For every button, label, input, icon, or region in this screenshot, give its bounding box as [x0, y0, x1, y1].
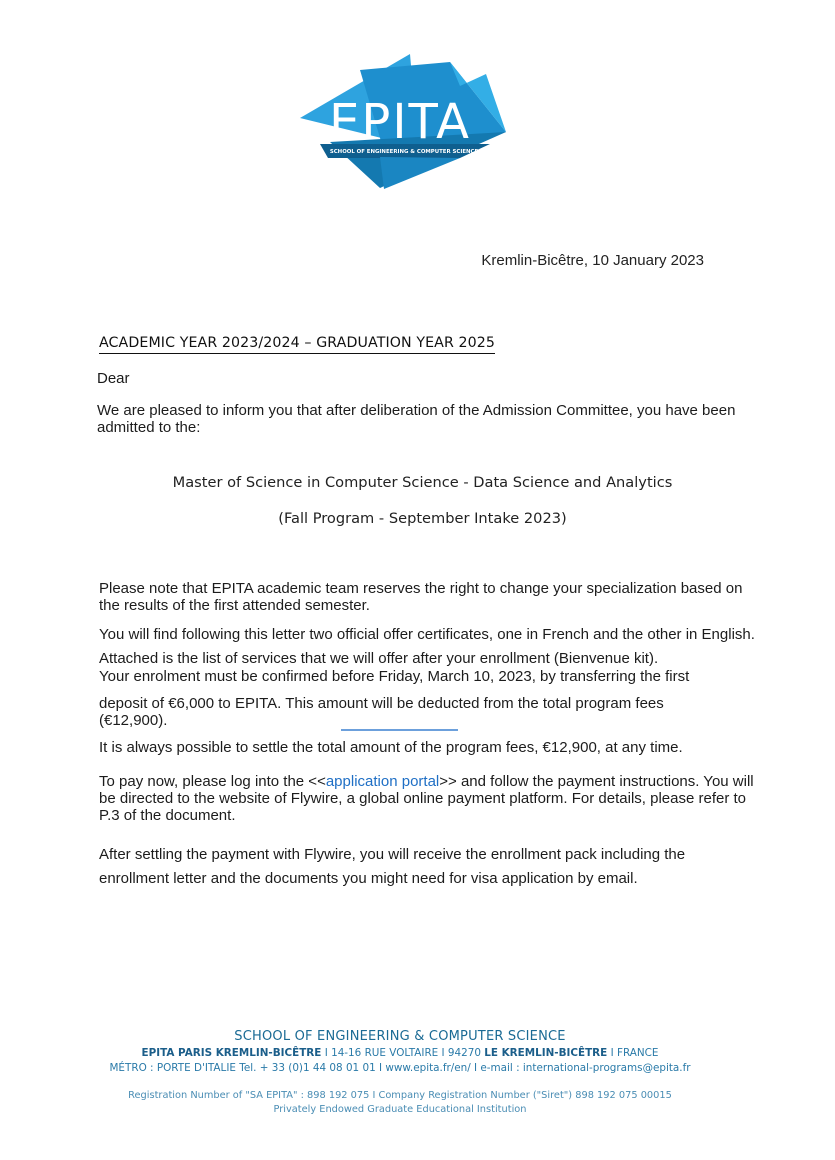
separator-line [341, 729, 458, 731]
logo-triangles-icon [300, 52, 506, 190]
svg-text:SCHOOL OF ENGINEERING & COMPUT: SCHOOL OF ENGINEERING & COMPUTER SCIENCE [329, 149, 479, 155]
payment-instructions-paragraph [99, 773, 759, 824]
pay-text-after-link: >> and follow the payment instructions. You will be directed to the website of Flywire, a global online payment platform. For details, please refer to P.3 of the document. [99, 773, 754, 824]
footer-city: LE KREMLIN-BICÊTRE [484, 1047, 608, 1059]
footer-street: 14-16 RUE VOLTAIRE [331, 1047, 439, 1059]
enrollment-pack-paragraph: After settling the payment with Flywire, you will receive the enrollment pack including the enrollment letter and the documents you might need for visa application by email. [99, 846, 686, 887]
specialization-note-paragraph: Please note that EPITA academic team reserves the right to change your specialization based on the results of the first attended semester. [99, 580, 743, 614]
academic-year-heading: ACADEMIC YEAR 2023/2024 – GRADUATION YEAR 2025 [99, 335, 495, 354]
application-portal-link[interactable]: application portal [325, 773, 440, 790]
letter-date: Kremlin-Bicêtre, 10 January 2023 [481, 252, 704, 269]
footer-contact: MÉTRO : PORTE D'ITALIE Tel. + 33 (0)1 44 08 01 01 I www.epita.fr/en/ I e-mail : international-programs@epita.fr [109, 1062, 691, 1074]
footer-school-name: SCHOOL OF ENGINEERING & COMPUTER SCIENCE [234, 1029, 566, 1044]
certificates-paragraph: You will find following this letter two official offer certificates, one in French and the other in English. Attached is the list of services that we will offer after your enrollment (Bienvenue kit). [99, 626, 755, 667]
pay-text-before-link: To pay now, please log into the << [99, 773, 326, 790]
epita-logo [300, 52, 506, 190]
program-title: Master of Science in Computer Science - Data Science and Analytics [172, 474, 673, 491]
enrolment-line-2: deposit of €6,000 to EPITA. This amount will be deducted from the total program fees [99, 695, 664, 712]
footer-campus: EPITA PARIS KREMLIN-BICÊTRE [141, 1047, 322, 1059]
footer-registration: Registration Number of "SA EPITA" : 898 192 075 I Company Registration Number ("Siret") 898 192 075 00015 [128, 1090, 672, 1101]
salutation: Dear [97, 370, 130, 387]
settle-anytime-paragraph: It is always possible to settle the total amount of the program fees, €12,900, at any time. [99, 739, 683, 756]
footer-country: FRANCE [616, 1047, 659, 1059]
intro-paragraph: We are pleased to inform you that after deliberation of the Admission Committee, you have been admitted to the: [97, 402, 736, 436]
footer-address: EPITA PARIS KREMLIN-BICÊTRE I 14-16 RUE VOLTAIRE I 94270 LE KREMLIN-BICÊTRE I FRANCE [141, 1047, 659, 1059]
enrolment-deadline-paragraph [99, 668, 759, 729]
enrolment-line-1: Your enrolment must be confirmed before Friday, March 10, 2023, by transferring the first [99, 668, 690, 685]
footer-institution-type: Privately Endowed Graduate Educational Institution [273, 1104, 527, 1115]
svg-text:EPITA: EPITA [329, 94, 471, 150]
enrolment-line-3: (€12,900). [99, 712, 168, 729]
footer-postcode: 94270 [447, 1047, 485, 1059]
program-subtitle: (Fall Program - September Intake 2023) [278, 510, 567, 527]
